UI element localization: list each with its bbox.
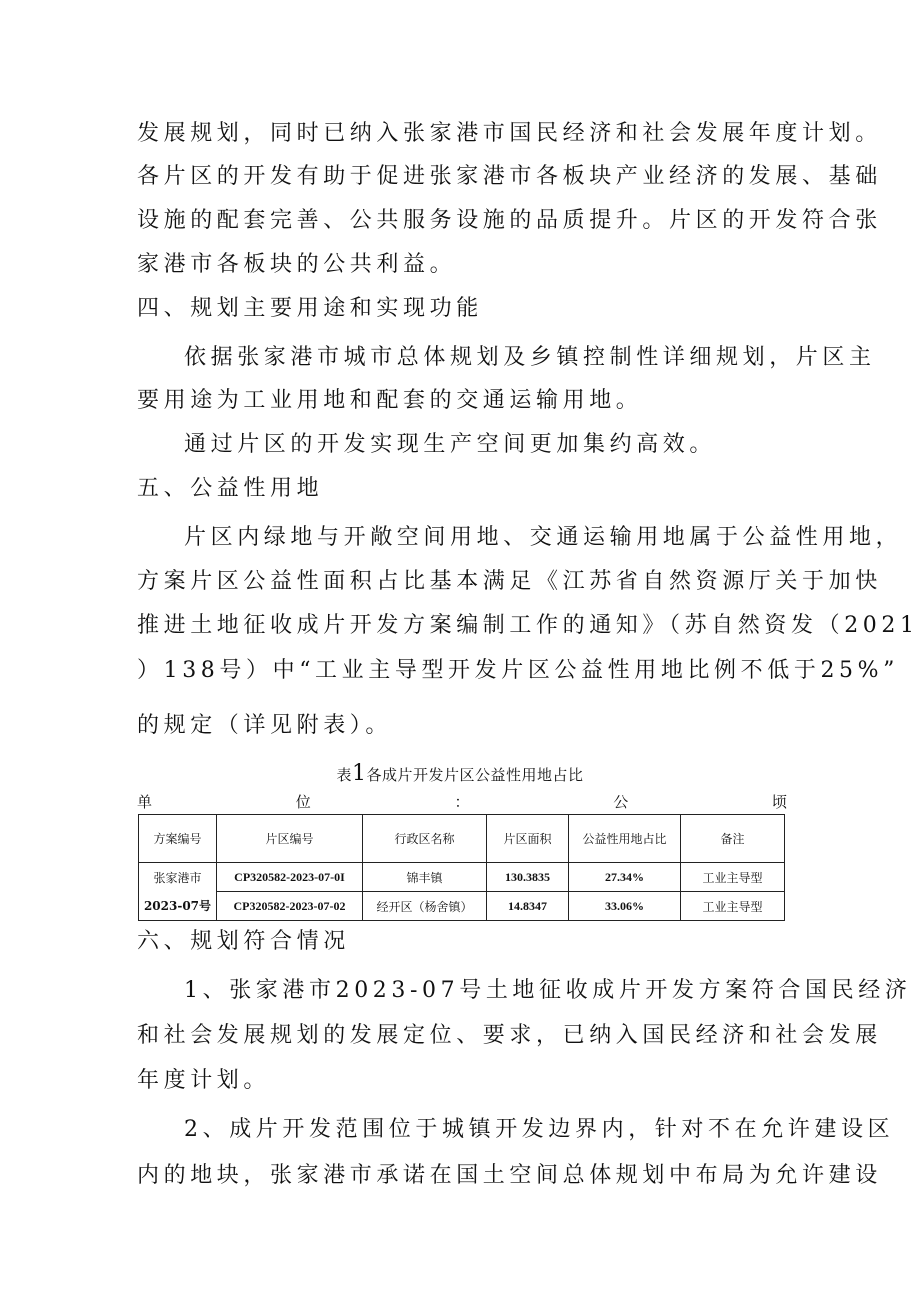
header-remark: 备注 (681, 815, 785, 863)
paragraph-line: 1、张家港市2023-07号土地征收成片开发方案符合国民经济 (184, 978, 912, 1003)
unit-char: 公 (613, 793, 629, 811)
header-area-size: 片区面积 (487, 815, 569, 863)
cell-area-size: 14.8347 (487, 892, 569, 921)
paragraph-line: 发展规划，同时已纳入张家港市国民经济和社会发展年度计划。 (137, 121, 882, 146)
paragraph-line: 各片区的开发有助于促进张家港市各板块产业经济的发展、基础 (137, 164, 882, 189)
table-row (139, 863, 785, 892)
cell-public-ratio: 33.06% (569, 892, 681, 921)
header-district: 行政区名称 (363, 815, 487, 863)
paragraph-line: 内的地块，张家港市承诺在国土空间总体规划中布局为允许建设 (137, 1163, 882, 1188)
paragraph-line: 通过片区的开发实现生产空间更加集约高效。 (184, 432, 717, 457)
caption-prefix: 表 (336, 766, 352, 784)
paragraph-line: 2、成片开发范围位于城镇开发边界内，针对不在允许建设区 (184, 1117, 895, 1142)
paragraph-line: 的规定（详见附表）。 (137, 713, 393, 738)
paragraph-line: 推进土地征收成片开发方案编制工作的通知》（苏自然资发（2021 (137, 613, 919, 638)
unit-char: 顷 (771, 793, 787, 811)
cell-remark: 工业主导型 (681, 892, 785, 921)
cell-remark: 工业主导型 (681, 863, 785, 892)
paragraph-line: ）138号）中“工业主导型开发片区公益性用地比例不低于25%” (137, 658, 899, 683)
paragraph-line: 和社会发展规划的发展定位、要求，已纳入国民经济和社会发展 (137, 1023, 882, 1048)
table-row (139, 892, 785, 921)
unit-char: 单 (137, 793, 153, 811)
cell-plan-no: 2023-07号 (139, 892, 217, 921)
header-public-ratio: 公益性用地占比 (569, 815, 681, 863)
caption-text: 各成片开发片区公益性用地占比 (366, 766, 584, 784)
land-use-table (138, 814, 785, 921)
cell-public-ratio: 27.34% (569, 863, 681, 892)
caption-number: 1 (352, 761, 367, 786)
cell-area-code: CP320582-2023-07-02 (217, 892, 363, 921)
cell-plan-no: 张家港市 (139, 863, 217, 892)
table-header-row (139, 815, 785, 863)
paragraph-line: 依据张家港市城市总体规划及乡镇控制性详细规划，片区主 (184, 345, 876, 370)
section-heading: 四、规划主要用途和实现功能 (137, 296, 483, 321)
paragraph-line: 片区内绿地与开敞空间用地、交通运输用地属于公益性用地， (184, 525, 903, 550)
paragraph-line: 年度计划。 (137, 1068, 271, 1093)
cell-district: 经开区（杨舍镇） (363, 892, 487, 921)
paragraph-line: 方案片区公益性面积占比基本满足《江苏省自然资源厅关于加快 (137, 569, 882, 594)
unit-char: 位 (295, 793, 311, 811)
paragraph-line: 要用途为工业用地和配套的交通运输用地。 (137, 388, 643, 413)
section-heading: 六、规划符合情况 (137, 929, 350, 954)
table-caption (0, 760, 920, 789)
unit-char: ： (454, 793, 470, 811)
header-plan-no: 方案编号 (139, 815, 217, 863)
header-area-code: 片区编号 (217, 815, 363, 863)
section-heading: 五、公益性用地 (137, 476, 324, 501)
paragraph-line: 家港市各板块的公共利益。 (137, 252, 457, 277)
table-unit-label (137, 788, 787, 816)
cell-district: 锦丰镇 (363, 863, 487, 892)
cell-area-size: 130.3835 (487, 863, 569, 892)
paragraph-line: 设施的配套完善、公共服务设施的品质提升。片区的开发符合张 (137, 208, 882, 233)
cell-area-code: CP320582-2023-07-0I (217, 863, 363, 892)
